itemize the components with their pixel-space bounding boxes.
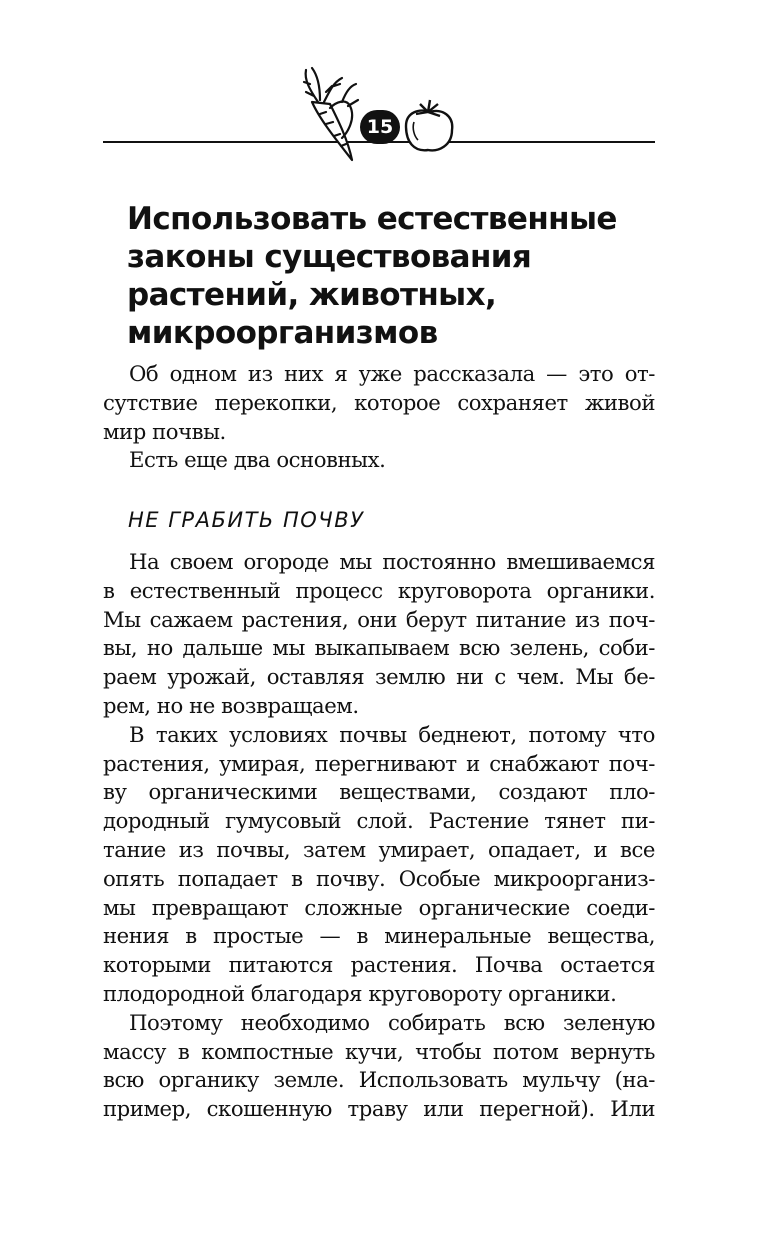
text-line: тание из почвы, затем умирает, опадает, и все	[103, 836, 655, 862]
text-line: опять попадает в почву. Особые микроорганиз-	[103, 865, 655, 891]
tomato-icon	[406, 100, 452, 150]
text-line: сутствие перекопки, которое сохраняет живой	[103, 389, 655, 415]
title-line: Использовать естественные	[127, 201, 617, 237]
text-line: Мы сажаем растения, они берут питание из поч-	[103, 606, 655, 632]
text-line: пример, скошенную траву или перегной). Или	[103, 1096, 655, 1122]
text-line: В таких условиях почвы беднеют, потому что	[129, 721, 655, 747]
text-line: Есть еще два основных.	[129, 447, 386, 473]
text-line: массу в компостные кучи, чтобы потом вернуть	[103, 1038, 655, 1064]
text-line: рем, но не возвращаем.	[103, 692, 359, 718]
text-line: растения, умирая, перегнивают и снабжают поч-	[103, 750, 655, 776]
subheading: НЕ ГРАБИТЬ ПОЧВУ	[128, 508, 365, 532]
text-line: На своем огороде мы постоянно вмешиваемся	[129, 549, 655, 574]
text-line: Об одном из них я уже рассказала — это от-	[129, 361, 655, 386]
text-line: ву органическими веществами, создают пло-	[103, 779, 655, 805]
page-number: 15	[366, 116, 394, 138]
section-text	[103, 548, 655, 1124]
carrot-icon	[304, 68, 358, 160]
title-line: растений, животных,	[127, 277, 497, 313]
section-title	[127, 200, 687, 352]
text-line: раем урожай, оставляя землю ни с чем. Мы бе-	[103, 664, 655, 690]
text-line: всю органику земле. Использовать мульчу (на-	[103, 1067, 655, 1093]
title-line: законы существования	[127, 239, 532, 275]
page-header	[0, 0, 768, 175]
text-line: дородный гумусовый слой. Растение тянет пи-	[103, 808, 655, 834]
text-line: которыми питаются растения. Почва остается	[103, 952, 655, 978]
text-line: в естественный процесс круговорота органики.	[103, 577, 655, 603]
text-line: Поэтому необходимо собирать всю зеленую	[129, 1009, 655, 1035]
text-line: мир почвы.	[103, 418, 226, 444]
text-line: нения в простые — в минеральные вещества,	[103, 923, 655, 949]
text-line: плодородной благодаря круговороту органики.	[103, 980, 617, 1006]
intro-text	[103, 360, 655, 475]
title-line: микроорганизмов	[127, 315, 438, 351]
text-line: вы, но дальше мы выкапываем всю зелень, соби-	[103, 635, 655, 661]
text-line: мы превращают сложные органические соеди-	[103, 894, 655, 920]
